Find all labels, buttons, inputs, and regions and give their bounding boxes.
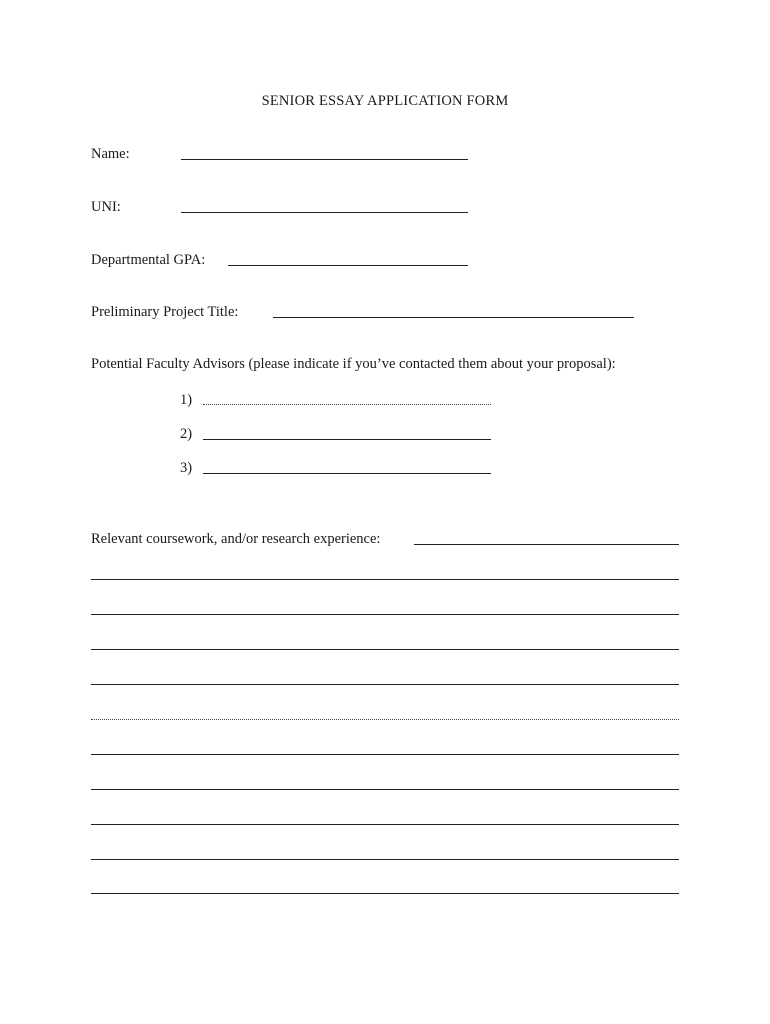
project-title-field[interactable] [273,317,634,318]
advisor-field-2[interactable] [203,439,491,440]
advisor-field-1[interactable] [203,404,491,405]
coursework-line-4[interactable] [91,684,679,685]
coursework-line-3[interactable] [91,649,679,650]
coursework-field-first-line[interactable] [414,544,679,545]
project-title-label: Preliminary Project Title: [91,304,239,320]
advisor-number-1: 1) [180,392,193,408]
coursework-line-2[interactable] [91,614,679,615]
uni-label: UNI: [91,199,121,215]
form-title: SENIOR ESSAY APPLICATION FORM [261,93,509,109]
gpa-label: Departmental GPA: [91,252,206,268]
advisor-field-3[interactable] [203,473,491,474]
advisor-number-2: 2) [180,426,193,442]
coursework-line-8[interactable] [91,824,679,825]
coursework-line-5[interactable] [91,719,679,720]
gpa-field[interactable] [228,265,468,266]
uni-field[interactable] [181,212,468,213]
coursework-label: Relevant coursework, and/or research experience: [91,531,381,547]
name-field[interactable] [181,159,468,160]
coursework-line-6[interactable] [91,754,679,755]
coursework-line-7[interactable] [91,789,679,790]
coursework-line-1[interactable] [91,579,679,580]
coursework-line-9[interactable] [91,859,679,860]
name-label: Name: [91,146,130,162]
advisors-prompt: Potential Faculty Advisors (please indicate if you’ve contacted them about your proposal): [91,356,616,372]
coursework-line-10[interactable] [91,893,679,894]
advisor-number-3: 3) [180,460,193,476]
